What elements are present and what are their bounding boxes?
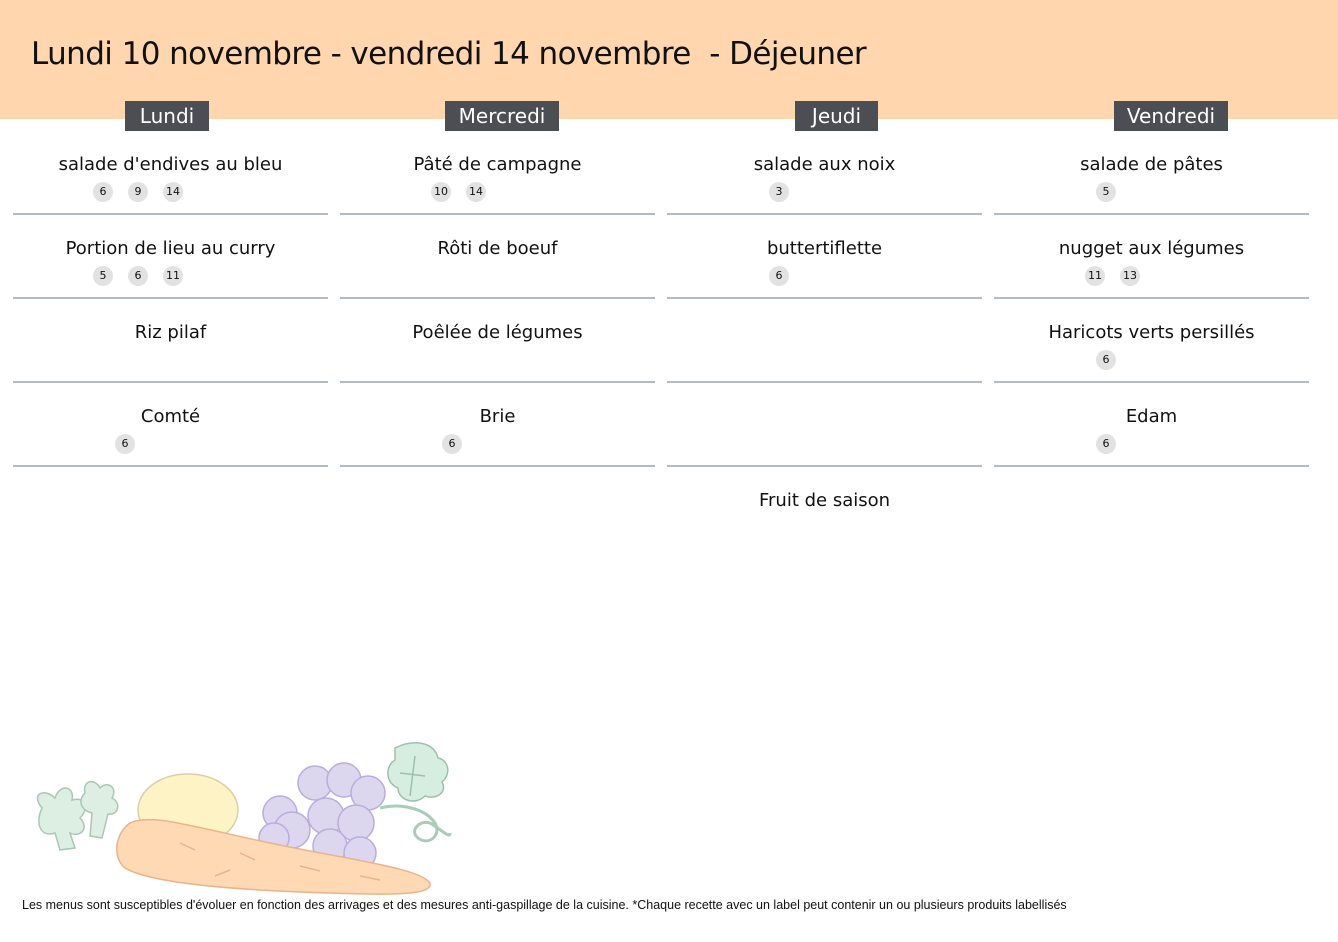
- label-badge: 6: [1096, 350, 1116, 370]
- label-badge: 5: [93, 266, 113, 286]
- day-tab-mercredi: Mercredi: [445, 101, 559, 131]
- dish-name: Riz pilaf: [134, 322, 207, 343]
- menu-item: [667, 299, 982, 383]
- menu-item: [13, 299, 328, 383]
- dish-name: Haricots verts persillés: [1048, 322, 1255, 343]
- menu-item: [340, 131, 655, 215]
- menu-item: [13, 215, 328, 299]
- dish-name: Brie: [479, 406, 516, 427]
- label-badge: 10: [431, 182, 451, 202]
- menu-item: [13, 383, 328, 467]
- label-badge: 14: [163, 182, 183, 202]
- dish-name: Portion de lieu au curry: [65, 238, 276, 259]
- day-column-vendredi: [994, 131, 1309, 467]
- dish-name: buttertiflette: [766, 238, 883, 259]
- day-column-jeudi: [667, 131, 982, 549]
- label-badge: 6: [1096, 434, 1116, 454]
- menu-item: [994, 215, 1309, 299]
- dish-name: salade de pâtes: [1080, 154, 1223, 175]
- carrot-leaves-icon: [38, 782, 118, 850]
- dish-name: Rôti de boeuf: [437, 238, 558, 259]
- menu-item: [994, 131, 1309, 215]
- menu-item: [667, 215, 982, 299]
- dish-name: Pâté de campagne: [413, 154, 582, 175]
- menu-item: [667, 131, 982, 215]
- menu-item: [340, 299, 655, 383]
- day-column-mercredi: [340, 131, 655, 467]
- menu-item: [340, 383, 655, 467]
- menu-item: [994, 299, 1309, 383]
- page-title: Lundi 10 novembre - vendredi 14 novembre - Déjeuner: [31, 36, 867, 72]
- dish-name: Fruit de saison: [758, 490, 891, 511]
- label-badge: 14: [466, 182, 486, 202]
- dish-name: Poêlée de légumes: [412, 322, 583, 343]
- menu-item: [667, 467, 982, 549]
- dish-name: nugget aux légumes: [1058, 238, 1245, 259]
- label-badge: 5: [1096, 182, 1116, 202]
- menu-item: [340, 215, 655, 299]
- dish-name: salade d'endives au bleu: [58, 154, 283, 175]
- day-tab-vendredi: Vendredi: [1114, 101, 1228, 131]
- menu-item: [994, 383, 1309, 467]
- day-column-lundi: [13, 131, 328, 467]
- label-badge: 6: [115, 434, 135, 454]
- dish-name: salade aux noix: [753, 154, 896, 175]
- dish-name: Comté: [140, 406, 201, 427]
- label-badge: 6: [93, 182, 113, 202]
- day-tab-jeudi: Jeudi: [795, 101, 878, 131]
- fruits-vegetables-icon: [30, 738, 470, 898]
- menu-item: [13, 131, 328, 215]
- label-badge: 11: [1085, 266, 1105, 286]
- label-badge: 3: [769, 182, 789, 202]
- dish-name: Edam: [1125, 406, 1178, 427]
- footer-note: Les menus sont susceptibles d'évoluer en fonction des arrivages et des mesures anti-gaspillage de la cuisine. *Chaque recette avec un label peut contenir un ou plusieurs produits labellisés: [22, 898, 1067, 912]
- leaf-icon: [388, 743, 448, 801]
- label-badge: 6: [442, 434, 462, 454]
- day-tab-lundi: Lundi: [125, 101, 209, 131]
- label-badge: 9: [128, 182, 148, 202]
- menu-item: [667, 383, 982, 467]
- label-badge: 6: [128, 266, 148, 286]
- label-badge: 13: [1120, 266, 1140, 286]
- label-badge: 6: [769, 266, 789, 286]
- label-badge: 11: [163, 266, 183, 286]
